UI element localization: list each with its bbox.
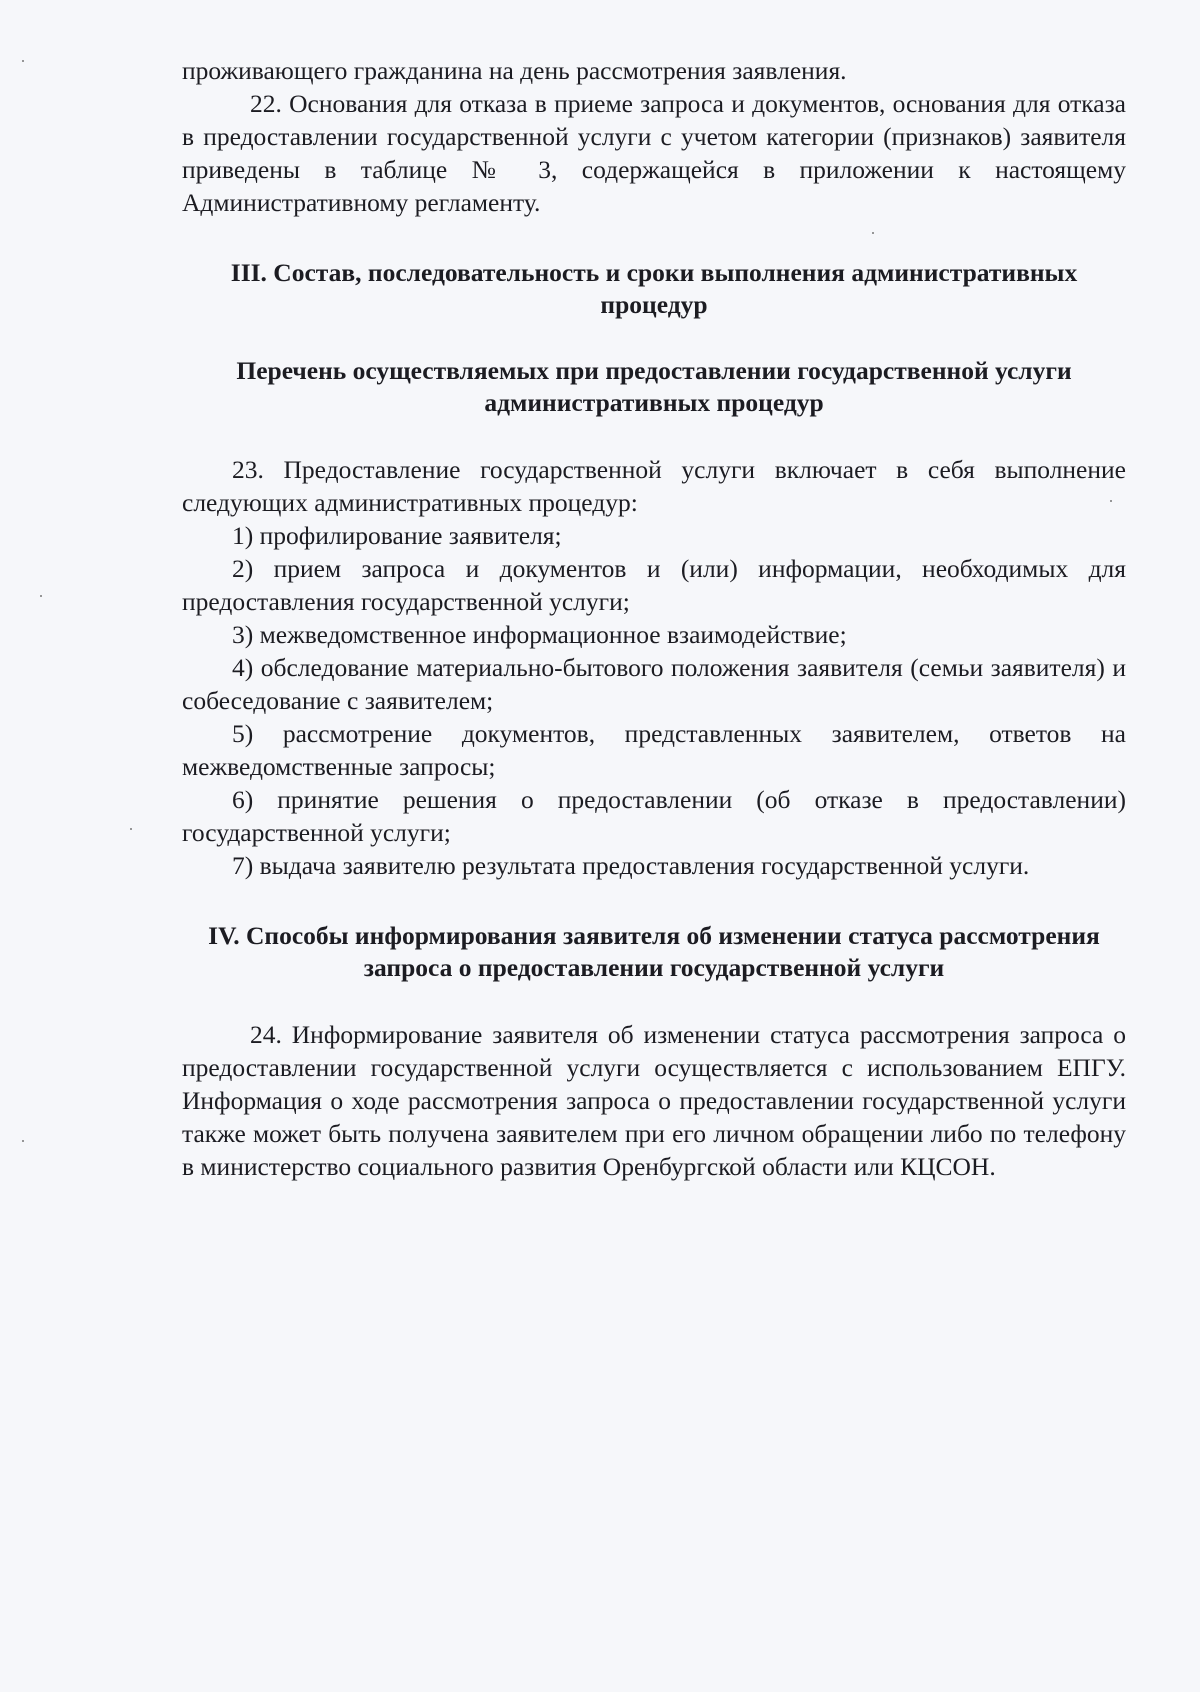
scan-speck	[22, 60, 24, 62]
scan-speck	[22, 1140, 24, 1142]
section-4-title: IV. Способы информирования заявителя об изменении статуса рассмотрения запроса о предоставлении государственной услуги	[208, 921, 1100, 982]
list-item-7: 7) выдача заявителю результата предоставления государственной услуги.	[232, 851, 1030, 880]
list-item-4: 4) обследование материально-бытового положения заявителя (семьи заявителя) и собеседование с заявителем;	[182, 653, 1126, 715]
section-3-title: III. Состав, последовательность и сроки выполнения административных процедур	[230, 258, 1078, 319]
list-item-3: 3) межведомственное информационное взаимодействие;	[232, 620, 847, 649]
subsection-title: Перечень осуществляемых при предоставлении государственной услуги административных процедур	[236, 356, 1072, 417]
list-item-6: 6) принятие решения о предоставлении (об отказе в предоставлении) государственной услуги;	[182, 785, 1126, 847]
paragraph-24: 24. Информирование заявителя об изменении статуса рассмотрения запроса о предоставлении государственной услуги осуществляется с использованием ЕПГУ. Информация о ходе рассмотрения запроса о предоставлении государственной услуги также может быть получена заявителем при его личном обращении либо по телефону в министерство социального развития Оренбургской области или КЦСОН.	[182, 1020, 1126, 1181]
list-item-5: 5) рассмотрение документов, представленных заявителем, ответов на межведомственные запросы;	[182, 719, 1126, 781]
list-item-2: 2) прием запроса и документов и (или) информации, необходимых для предоставления государственной услуги;	[182, 554, 1126, 616]
scan-speck	[872, 232, 874, 234]
intro-paragraph: проживающего гражданина на день рассмотрения заявления.	[182, 56, 847, 85]
scan-speck	[130, 828, 132, 830]
paragraph-23: 23. Предоставление государственной услуги включает в себя выполнение следующих административных процедур:	[182, 455, 1126, 517]
scan-speck	[40, 595, 42, 597]
document-body	[182, 54, 1126, 1183]
scan-speck	[1110, 500, 1112, 502]
paragraph-22: 22. Основания для отказа в приеме запроса и документов, основания для отказа в предоставлении государственной услуги с учетом категории (признаков) заявителя приведены в таблице № 3, содержащейся в приложении к настоящему Административному регламенту.	[182, 89, 1126, 217]
list-item-1: 1) профилирование заявителя;	[232, 521, 562, 550]
